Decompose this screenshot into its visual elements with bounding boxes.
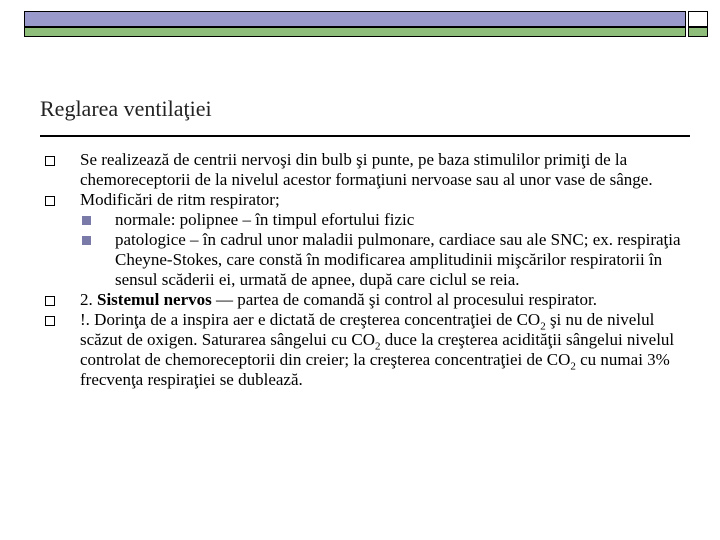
list-item — [40, 190, 690, 210]
header-square-top — [688, 11, 708, 27]
item-bold-text: Sistemul nervos — [97, 290, 212, 309]
item-text-part: cu numai 3% frecvenţa respiraţiei se dublează. — [80, 350, 670, 389]
sub-item-text: patologice – în cadrul unor maladii pulmonare, cardiace sau ale SNC; ex. respiraţia Cheyne-Stokes, care constă în modificarea amplitudinii mişcărilor respiratorii în sensul scăderii ei, urmată de apnee, după care ciclul se reia. — [115, 230, 681, 289]
item-text-part: !. Dorinţa de a inspira aer e dictată de creşterea concentraţiei de CO — [80, 310, 541, 329]
header-square-bottom — [688, 27, 708, 37]
filled-square-bullet-icon — [82, 216, 91, 225]
hollow-square-bullet-icon — [45, 316, 55, 326]
sub-list-item — [40, 210, 690, 230]
slide-title: Reglarea ventilaţiei — [40, 96, 212, 121]
list-item — [40, 150, 690, 190]
subscript: 2 — [375, 340, 381, 353]
item-prefix: 2. — [80, 290, 97, 309]
item-text: — partea de comandă şi control al procesului respirator. — [211, 290, 597, 309]
hollow-square-bullet-icon — [45, 296, 55, 306]
hollow-square-bullet-icon — [45, 196, 55, 206]
slide-content — [40, 150, 690, 390]
item-text: Se realizează de centrii nervoşi din bulb şi punte, pe baza stimulilor primiţi de la chemoreceptorii de la nivelul acestor formaţiuni nervoase sau al unor vase de sânge. — [80, 150, 653, 189]
title-divider — [40, 135, 690, 137]
item-text: Modificări de ritm respirator; — [80, 190, 280, 209]
header-band-blue — [24, 11, 686, 27]
subscript: 2 — [540, 320, 546, 333]
list-item — [40, 310, 690, 390]
subscript: 2 — [570, 360, 576, 373]
decorative-header-bar — [24, 8, 689, 38]
item-text-part: şi nu de nivelul scăzut de oxigen. Saturarea sângelui cu CO — [80, 310, 655, 349]
sub-item-text: normale: polipnee – în timpul efortului fizic — [115, 210, 415, 229]
hollow-square-bullet-icon — [45, 156, 55, 166]
filled-square-bullet-icon — [82, 236, 91, 245]
header-band-green — [24, 27, 686, 37]
item-text-part: duce la creşterea acidităţii sângelui nivelul controlat de chemoreceptorii din creier; la creşterea concentraţiei de CO — [80, 330, 675, 369]
list-item — [40, 290, 690, 310]
sub-list-item — [40, 230, 690, 290]
